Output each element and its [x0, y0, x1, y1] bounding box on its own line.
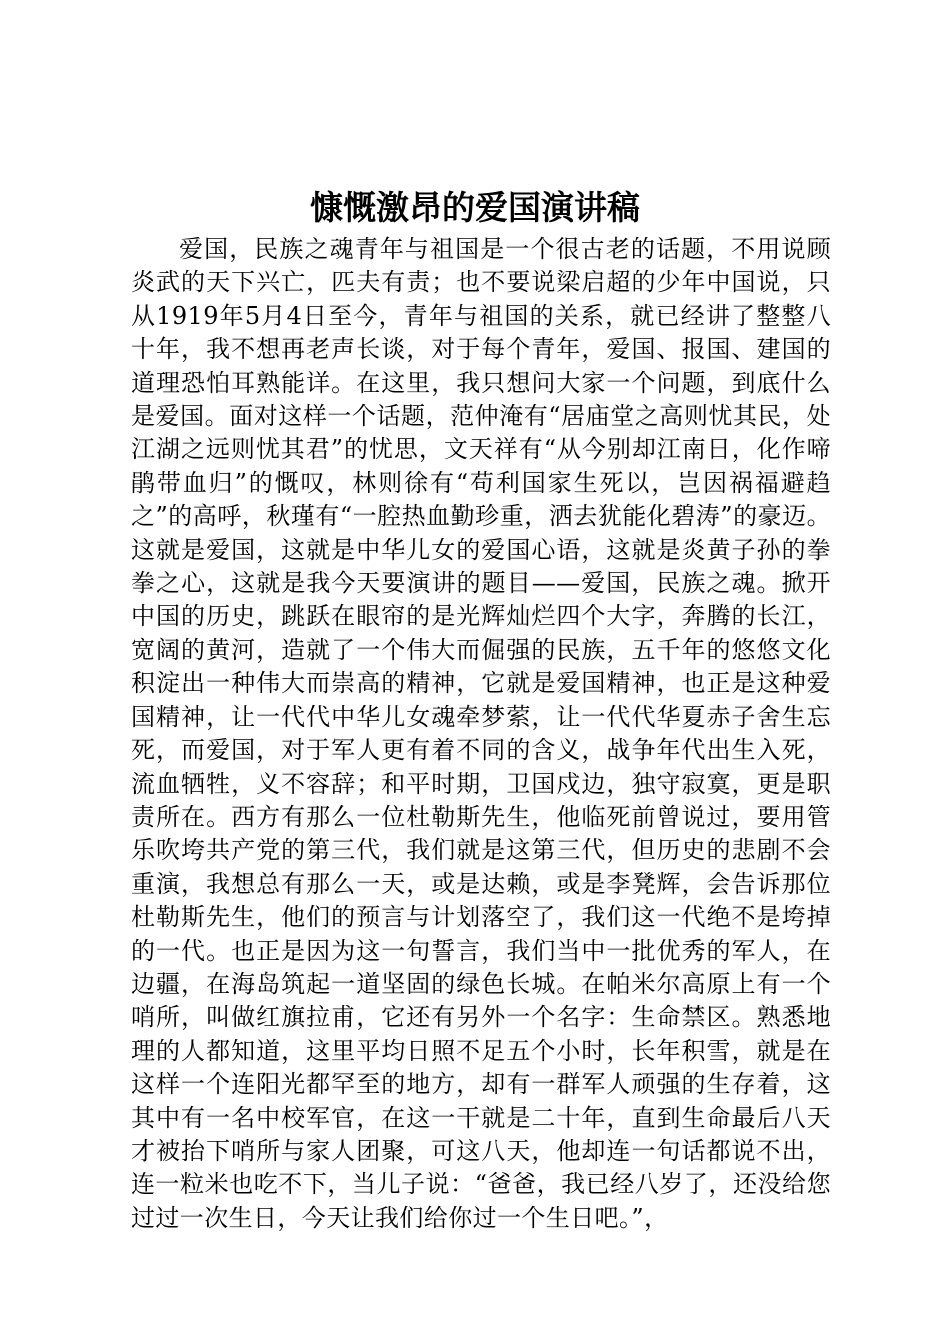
document-title: 慷慨激昂的爱国演讲稿: [310, 188, 640, 227]
document-body-paragraph: 爱国，民族之魂青年与祖国是一个很古老的话题，不用说顾炎武的天下兴亡，匹夫有责；也不要说梁启超的少年中国说，只从1919年5月4日至今，青年与祖国的关系，就已经讲了整整八十年，我不想再老声长谈，对于每个青年，爱国、报国、建国的道理恐怕耳熟能详。在这里，我只想问大家一个问题，到底什么是爱国。面对这样一个话题，范仲淹有“居庙堂之高则忧其民，处江湖之远则忧其君”的忧思，文天祥有“从今别却江南日，化作啼鹃带血归”的慨叹，林则徐有“苟利国家生死以，岂因祸福避趋之”的高呼，秋瑾有“一腔热血勤珍重，洒去犹能化碧涛”的豪迈。这就是爱国，这就是中华儿女的爱国心语，这就是炎黄子孙的拳拳之心，这就是我今天要演讲的题目——爱国，民族之魂。掀开中国的历史，跳跃在眼帘的是光辉灿烂四个大字，奔腾的长江，宽阔的黄河，造就了一个伟大而倔强的民族，五千年的悠悠文化积淀出一种伟大而崇高的精神，它就是爱国精神，也正是这种爱国精神，让一代代中华儿女魂牵梦萦，让一代代华夏赤子舍生忘死，而爱国，对于军人更有着不同的含义，战争年代出生入死，流血牺牲，义不容辞；和平时期，卫国戍边，独守寂寞，更是职责所在。西方有那么一位杜勒斯先生，他临死前曾说过，要用管乐吹垮共产党的第三代，我们就是这第三代，但历史的悲剧不会重演，我想总有那么一天，或是达赖，或是李凳辉，会告诉那位杜勒斯先生，他们的预言与计划落空了，我们这一代绝不是垮掉的一代。也正是因为这一句誓言，我们当中一批优秀的军人，在边疆，在海岛筑起一道坚固的绿色长城。在帕米尔高原上有一个哨所，叫做红旗拉甫，它还有另外一个名字：生命禁区。熟悉地理的人都知道，这里平均日照不足五个小时，长年积雪，就是在这样一个连阳光都罕至的地方，却有一群军人顽强的生存着，这其中有一名中校军官，在这一干就是二十年，直到生命最后八天才被抬下哨所与家人团聚，可这八天，他却连一句话都说不出，连一粒米也吃不下，当儿子说：“爸爸，我已经八岁了，还没给您过过一次生日，今天让我们给你过一个生日吧。”，: [131, 235, 831, 1232]
